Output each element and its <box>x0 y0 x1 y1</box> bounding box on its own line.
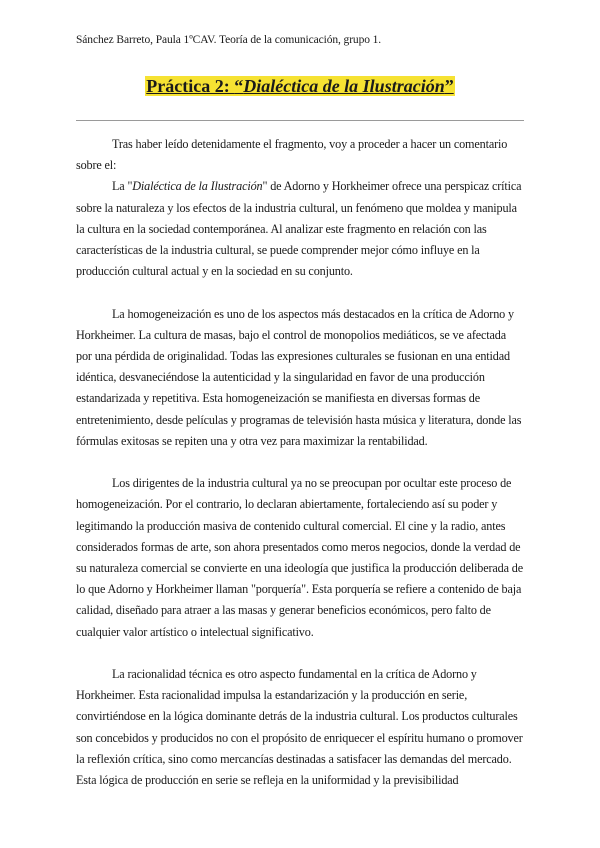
paragraph-dialectica <box>76 176 524 282</box>
paragraph-homogeneizacion: La homogeneización es uno de los aspectos más destacados en la crítica de Adorno y Horkheimer. La cultura de masas, bajo el control de monopolios mediáticos, se ve afectada por una pérdida de originalidad. Todas las expresiones culturales se fusionan en una entidad idéntica, desvaneciéndose la autenticidad y la singularidad en favor de una producción estandarizada y repetitiva. Esta homogeneización se manifiesta en diversas formas de entretenimiento, desde películas y programas de televisión hasta música y literatura, donde las fórmulas exitosas se repiten una y otra vez para maximizar la rentabilidad. <box>76 306 522 448</box>
page-header: Sánchez Barreto, Paula 1ºCAV. Teoría de la comunicación, grupo 1. <box>76 34 382 46</box>
title-close-quote: ” <box>444 76 454 96</box>
document-title <box>0 76 600 97</box>
paragraph-dirigentes: Los dirigentes de la industria cultural ya no se preocupan por ocultar este proceso de homogeneización. Por el contrario, lo declaran abiertamente, fortaleciendo así su poder y legitimando la producción masiva de contenido cultural comercial. El cine y la radio, antes considerados formas de arte, son ahora presentados como meros negocios, donde la verdad de su naturaleza comercial se convierte en una ideología que justifica la producción deliberada de lo que Adorno y Horkheimer llaman "porquería". Esta porquería se refiere a contenido de baja calidad, diseñado para atraer a las masas y generar beneficios económicos, pero falto de cualquier valor artístico o intelectual significativo. <box>76 476 523 639</box>
paragraph-dialectica-italic: Dialéctica de la Ilustración <box>132 179 263 194</box>
paragraph-intro: Tras haber leído detenidamente el fragmento, voy a proceder a hacer un comentario sobre el: <box>76 137 508 173</box>
title-open-quote: “ <box>234 76 244 96</box>
paragraph-dialectica-post: " de Adorno y Horkheimer ofrece una perspicaz crítica sobre la naturaleza y los efectos de la industria cultural, un fenómeno que moldea y manipula la cultura en la sociedad contemporánea. Al analizar este fragmento en relación con las características de la industria cultural, se puede comprender mejor cómo influye en la producción cultural actual y en la sociedad en su conjunto. <box>76 179 522 279</box>
title-highlight <box>145 76 454 96</box>
title-divider <box>76 120 524 121</box>
title-prefix: Práctica 2: <box>146 76 235 96</box>
paragraph-dialectica-pre: La " <box>112 179 133 194</box>
paragraph-racionalidad: La racionalidad técnica es otro aspecto fundamental en la crítica de Adorno y Horkheimer. Esta racionalidad impulsa la estandarización y la producción en serie, convirtiéndose en la lógica dominante detrás de la industria cultural. Los productos culturales son concebidos y producidos no con el propósito de enriquecer el espíritu humano o promover la reflexión crítica, sino como mercancías destinadas a satisfacer las demandas del mercado. Esta lógica de producción en serie se refleja en la uniformidad y la previsibilidad <box>76 667 523 788</box>
document-body <box>76 134 524 791</box>
title-italic: Dialéctica de la Ilustración <box>243 76 445 96</box>
